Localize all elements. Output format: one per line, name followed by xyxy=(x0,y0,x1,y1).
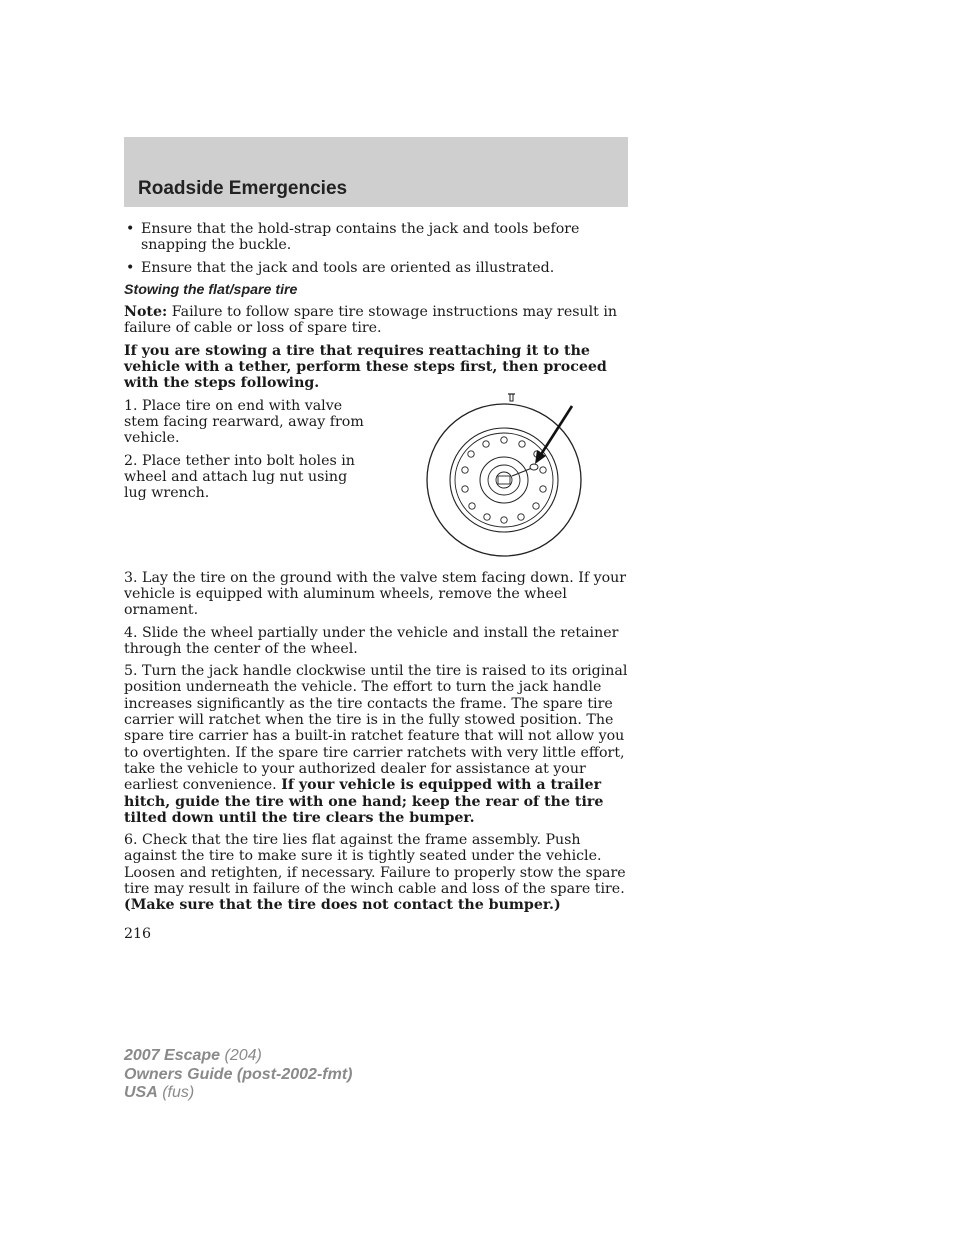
note-text: Failure to follow spare tire stowage instructions may result in failure of cable or loss of spare tire. xyxy=(124,304,618,337)
document-footer xyxy=(124,1047,352,1103)
footer-model-code: (204) xyxy=(220,1047,262,1064)
step-6 xyxy=(124,832,628,913)
bullet-text: Ensure that the jack and tools are oriented as illustrated. xyxy=(141,259,555,276)
footer-market-code: (fus) xyxy=(157,1084,195,1101)
step-3: 3. Lay the tire on the ground with the valve stem facing down. If your vehicle is equipped with aluminum wheels, remove the wheel ornament. xyxy=(124,569,627,619)
page-number: 216 xyxy=(124,926,152,942)
step-6-warning: (Make sure that the tire does not contact the bumper.) xyxy=(124,897,561,914)
tether-steps-block xyxy=(124,398,628,570)
bullet-text: Ensure that the hold-strap contains the jack and tools before snapping the buckle. xyxy=(141,221,580,254)
bullet-item xyxy=(124,221,628,254)
footer-market: USA xyxy=(124,1084,158,1101)
bullet-icon: • xyxy=(126,221,135,237)
step-6-text: 6. Check that the tire lies flat against the frame assembly. Push against the tire to make sure it is tightly seated under the vehicle. Loosen and retighten, if necessary. Failure to properly stow the spare tire may result in failure of the winch cable and loss of the spare tire. xyxy=(124,832,626,898)
note-label: Note: xyxy=(124,304,168,321)
step-5-warning: If your vehicle is equipped with a trailer hitch, guide the tire with one hand; keep the rear of the tire tilted down until the tire clears the bumper. xyxy=(124,777,604,826)
step-5-text: 5. Turn the jack handle clockwise until the tire is raised to its original position underneath the vehicle. The effort to turn the jack handle increases significantly as the tire contacts the frame. The spare tire carrier will ratchet when the tire is in the fully stowed position. The spare tire carrier has a built-in ratchet feature that will not allow you to overtighten. If the spare tire carrier ratchets with very little effort, take the vehicle to your authorized dealer for assistance at your earliest convenience. xyxy=(124,663,628,794)
tether-steps xyxy=(124,398,374,502)
bullet-icon: • xyxy=(126,259,135,276)
bullet-item xyxy=(124,260,628,276)
footer-model: 2007 Escape xyxy=(124,1047,221,1064)
page-content xyxy=(124,221,628,920)
step-5 xyxy=(124,663,628,826)
note-paragraph xyxy=(124,304,628,337)
footer-line-model xyxy=(124,1047,352,1066)
spare-tire-illustration xyxy=(424,390,584,560)
tether-step-1: 1. Place tire on end with valve stem facing rearward, away from vehicle. xyxy=(124,397,364,447)
subheading: Stowing the flat/spare tire xyxy=(124,281,298,298)
tether-step-2: 2. Place tether into bolt holes in wheel and attach lug nut using lug wrench. xyxy=(124,452,355,502)
footer-guide: Owners Guide (post-2002-fmt) xyxy=(124,1065,353,1083)
footer-line-market xyxy=(124,1084,352,1103)
step-4: 4. Slide the wheel partially under the vehicle and install the retainer through the center of the wheel. xyxy=(124,624,619,657)
section-title: Roadside Emergencies xyxy=(138,178,348,199)
tether-warning: If you are stowing a tire that requires reattaching it to the vehicle with a tether, perform these steps first, then proceed with the steps following. xyxy=(124,342,607,392)
